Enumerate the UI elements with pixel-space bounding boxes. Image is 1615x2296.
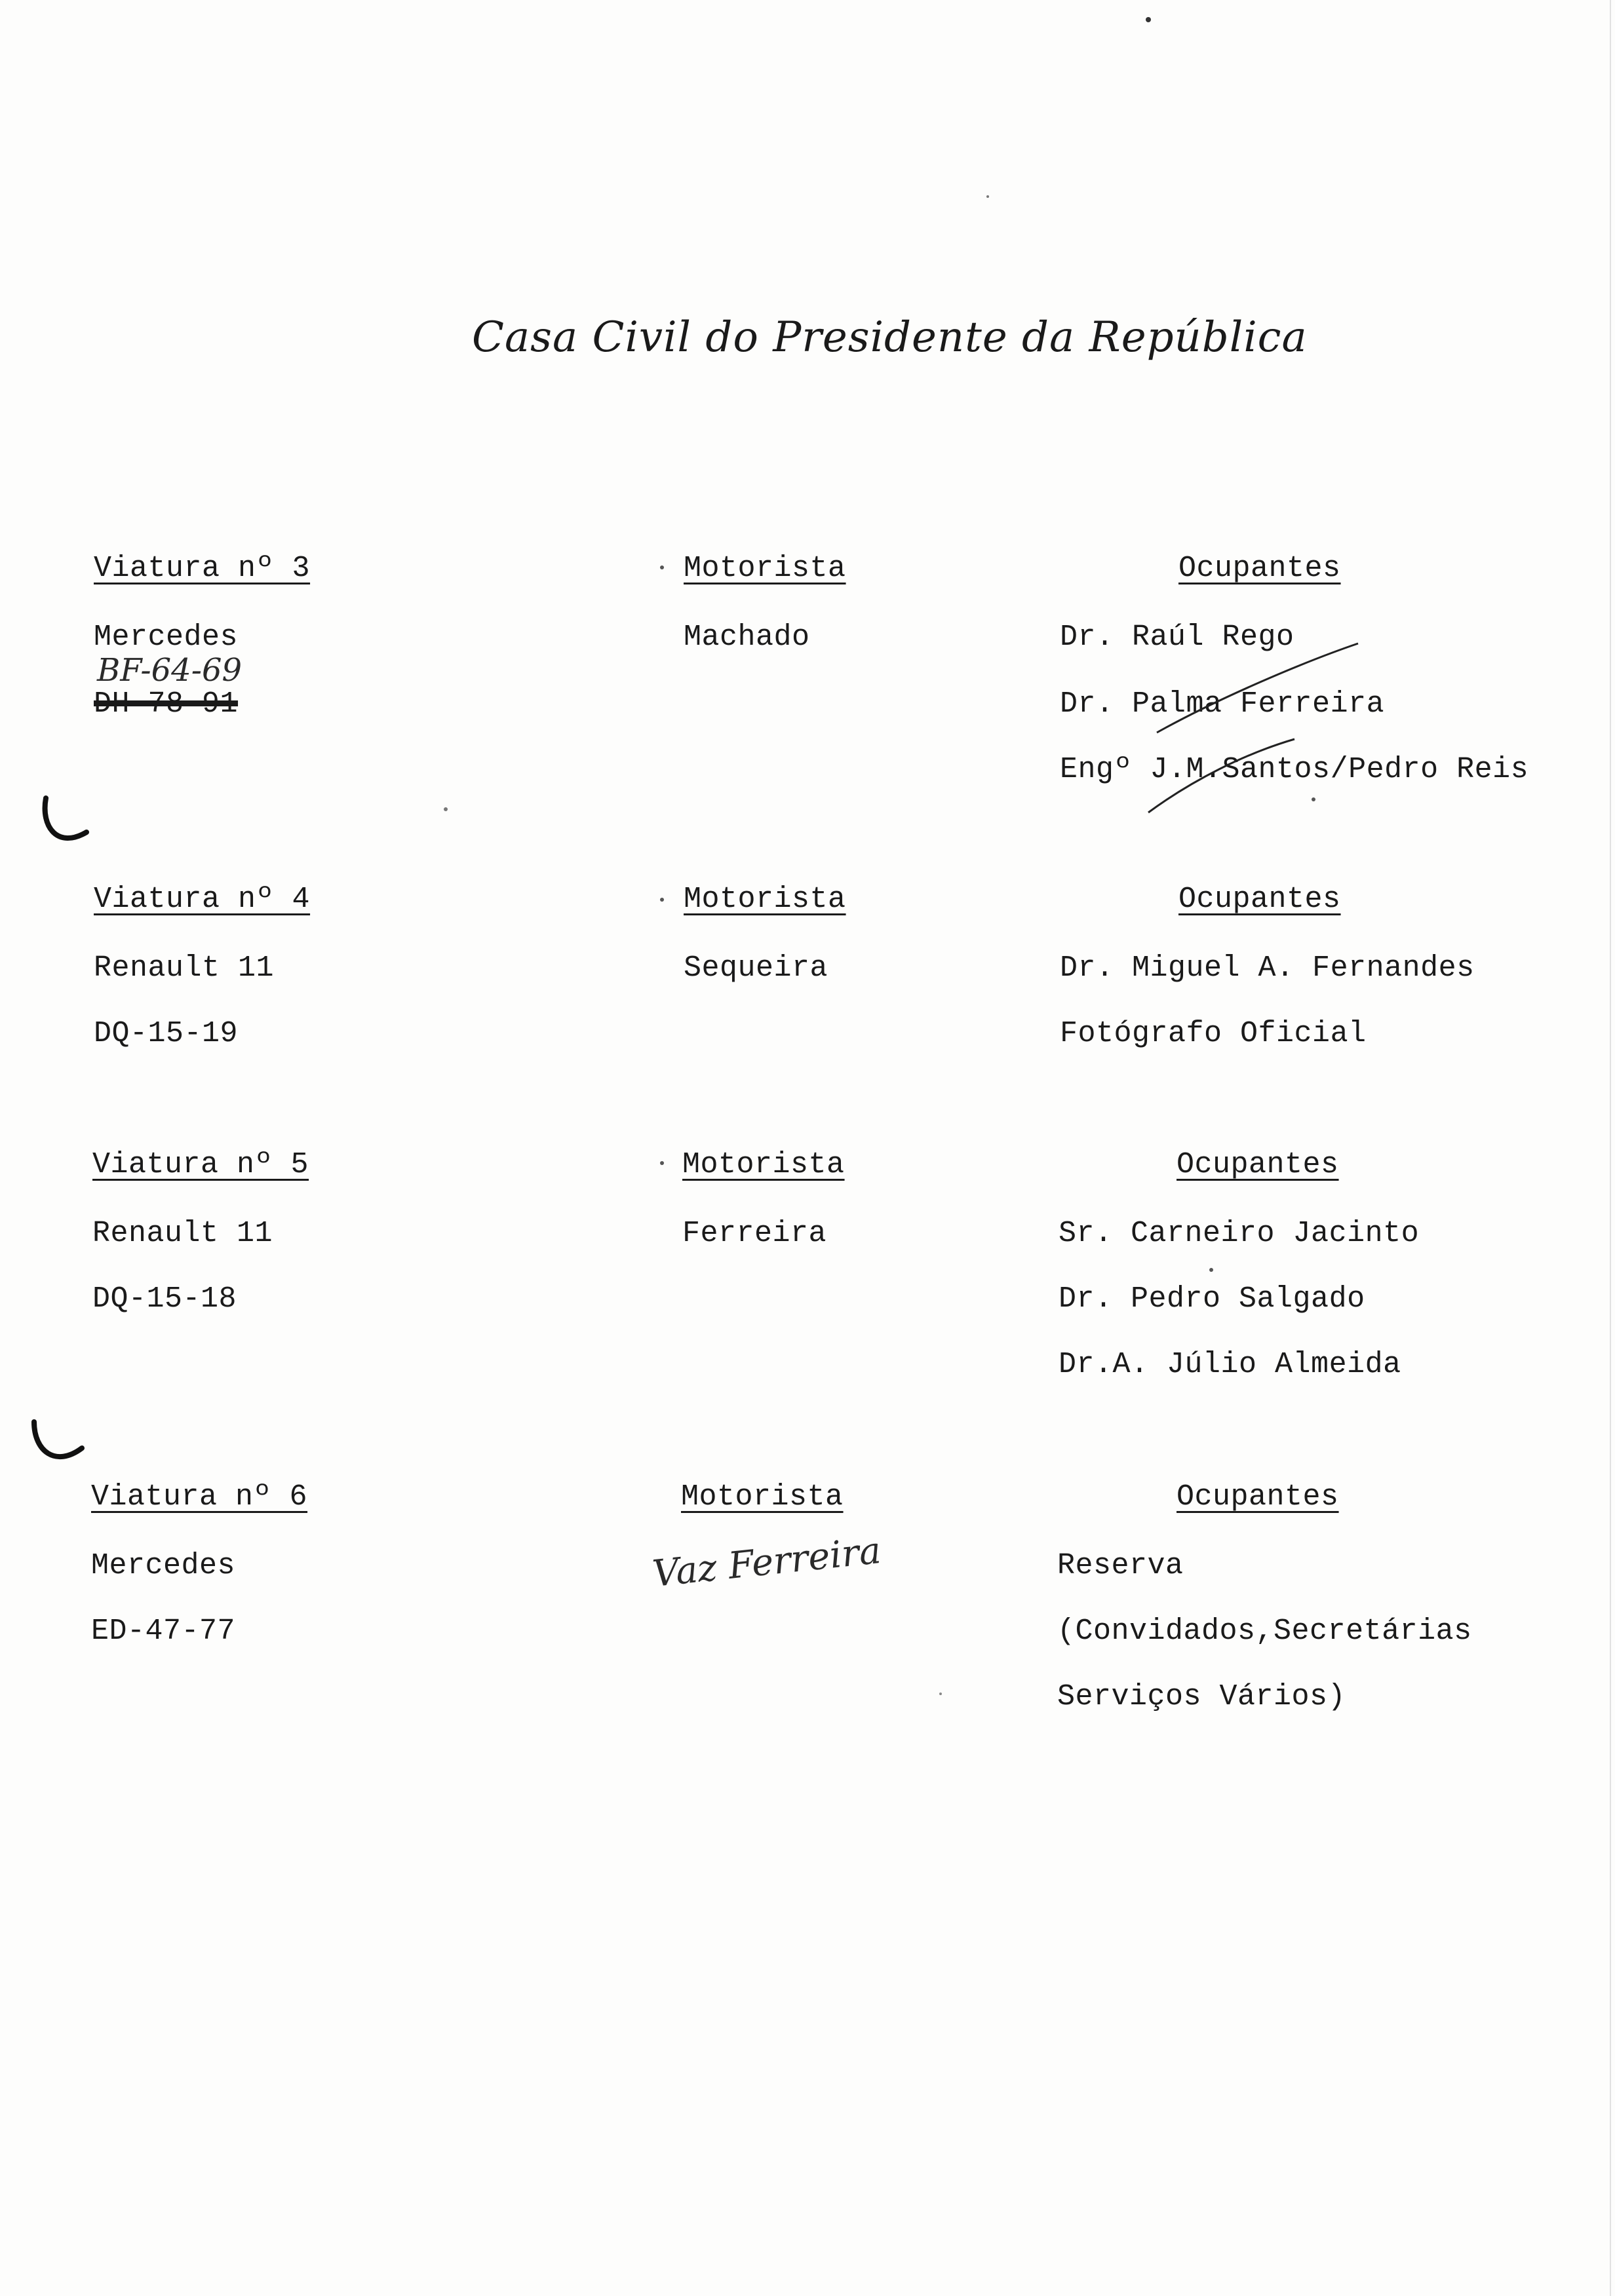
occupant: Fotógrafo Oficial <box>1060 1017 1367 1050</box>
driver-name: Ferreira <box>682 1217 827 1250</box>
vehicle-label: Viatura nº 6 <box>91 1480 308 1514</box>
speck <box>660 898 664 902</box>
speck <box>660 565 664 569</box>
vehicle-plate: DQ-15-18 <box>92 1282 237 1316</box>
occupant: Engº J.M.Santos/Pedro Reis <box>1060 753 1529 786</box>
vehicle-model: Renault 11 <box>94 951 275 985</box>
speck <box>1312 797 1315 801</box>
speck <box>660 1161 664 1165</box>
vehicle-model: Renault 11 <box>92 1217 273 1250</box>
vehicle-label: Viatura nº 5 <box>92 1148 309 1181</box>
speck <box>986 195 989 198</box>
speck <box>1209 1268 1213 1272</box>
scan-edge <box>1610 0 1611 2296</box>
occupants-label: Ocupantes <box>1178 883 1341 916</box>
occupants-label: Ocupantes <box>1177 1148 1339 1181</box>
driver-label: Motorista <box>682 1148 845 1181</box>
speck <box>939 1693 942 1695</box>
margin-tick-mark <box>34 1422 82 1457</box>
occupant: Reserva <box>1057 1549 1184 1582</box>
vehicle-model: Mercedes <box>91 1549 236 1582</box>
occupant: Dr.A. Júlio Almeida <box>1059 1348 1401 1381</box>
handwritten-driver: Vaz Ferreira <box>650 1529 884 1596</box>
vehicle-plate: DQ-15-19 <box>94 1017 239 1050</box>
occupant: Dr. Pedro Salgado <box>1059 1282 1365 1316</box>
speck <box>1146 17 1151 22</box>
struck-plate: DH-78-91 <box>94 687 239 721</box>
driver-label: Motorista <box>681 1480 844 1514</box>
occupants-label: Ocupantes <box>1177 1480 1339 1514</box>
letterhead: Casa Civil do Presidente da República <box>472 313 1308 362</box>
occupants-label: Ocupantes <box>1178 552 1341 585</box>
occupant: Dr. Palma Ferreira <box>1060 687 1385 721</box>
occupant: Sr. Carneiro Jacinto <box>1059 1217 1420 1250</box>
vehicle-model: Mercedes <box>94 621 239 654</box>
occupant: Dr. Raúl Rego <box>1060 621 1294 654</box>
vehicle-label: Viatura nº 4 <box>94 883 311 916</box>
speck <box>444 807 448 811</box>
driver-label: Motorista <box>684 883 846 916</box>
driver-name: Sequeira <box>684 951 828 985</box>
vehicle-label: Viatura nº 3 <box>94 552 311 585</box>
driver-label: Motorista <box>684 552 846 585</box>
vehicle-plate: ED-47-77 <box>91 1615 236 1648</box>
occupant: Dr. Miguel A. Fernandes <box>1060 951 1475 985</box>
occupant: (Convidados,Secretárias <box>1057 1615 1472 1648</box>
driver-name: Machado <box>684 621 810 654</box>
handwritten-plate: BF-64-69 <box>97 652 243 689</box>
margin-tick-mark <box>45 798 87 838</box>
occupant: Serviços Vários) <box>1057 1680 1346 1713</box>
